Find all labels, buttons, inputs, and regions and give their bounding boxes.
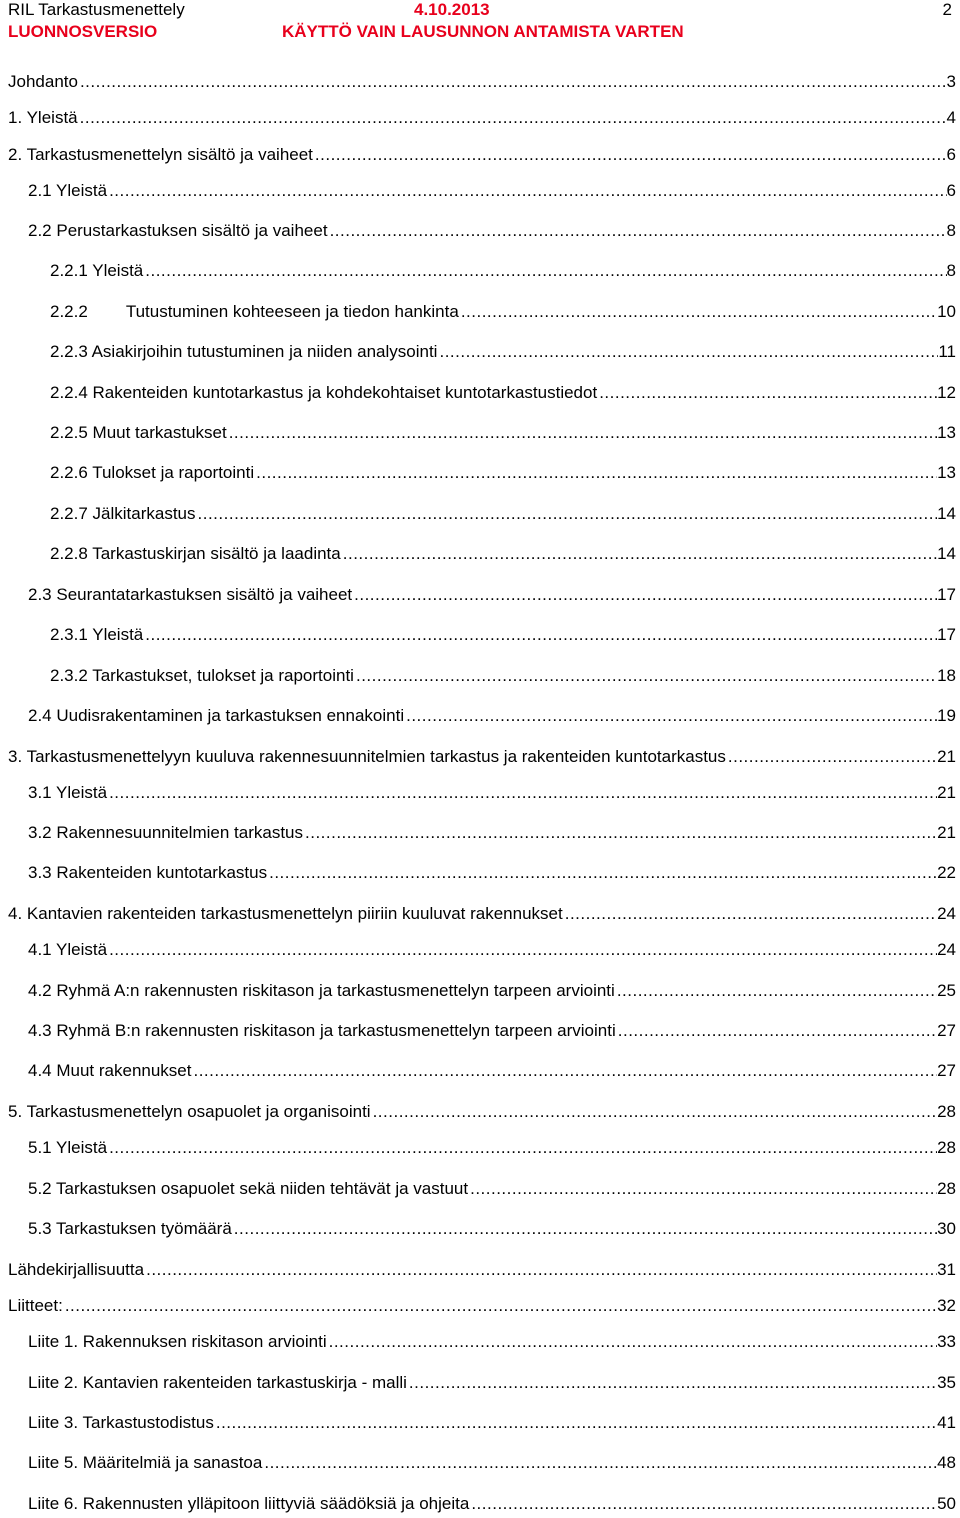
toc-entry-label: 3.3 Rakenteiden kuntotarkastus xyxy=(28,863,268,882)
toc-entry-label: 3.2 Rakennesuunnitelmien tarkastus xyxy=(28,823,303,842)
toc-entry[interactable] xyxy=(0,70,960,94)
toc-entry[interactable] xyxy=(0,1059,960,1083)
toc-entry-label: Liitteet: xyxy=(8,1296,63,1315)
toc-entry-label: 2.3.2 Tarkastukset, tulokset ja raportointi xyxy=(50,666,354,685)
toc-leader xyxy=(232,1217,937,1241)
toc-leader xyxy=(328,219,947,243)
toc-entry-page: 21 xyxy=(937,783,956,802)
document-date: 4.10.2013 xyxy=(414,0,490,19)
toc-entry-label: Liite 3. Tarkastustodistus xyxy=(28,1413,214,1432)
toc-entry-label: 5.2 Tarkastuksen osapuolet sekä niiden tehtävät ja vastuut xyxy=(28,1179,469,1198)
toc-leader xyxy=(107,938,937,962)
toc-leader xyxy=(63,1294,937,1318)
toc-leader xyxy=(254,461,937,485)
toc-entry[interactable] xyxy=(0,1371,960,1395)
toc-leader xyxy=(616,1019,937,1043)
toc-entry-label: 2.2.1 Yleistä xyxy=(50,261,144,280)
toc-entry-label: 2.2.6 Tulokset ja raportointi xyxy=(50,463,255,482)
toc-leader xyxy=(143,623,937,647)
toc-leader xyxy=(191,1059,937,1083)
toc-leader xyxy=(407,1371,937,1395)
toc-leader xyxy=(313,143,947,167)
toc-entry-label: 2.3 Seurantatarkastuksen sisältö ja vaiheet xyxy=(28,585,353,604)
toc-leader xyxy=(597,381,937,405)
toc-entry-label: 4. Kantavien rakenteiden tarkastusmenettelyn piiriin kuuluvat rakennukset xyxy=(8,904,563,923)
toc-entry[interactable] xyxy=(0,1019,960,1043)
toc-entry-label: 1. Yleistä xyxy=(8,108,78,127)
toc-entry[interactable] xyxy=(0,938,960,962)
toc-entry-page: 3 xyxy=(946,72,956,91)
toc-leader xyxy=(437,340,938,364)
toc-entry[interactable] xyxy=(0,1492,960,1516)
toc-entry-label: 2.1 Yleistä xyxy=(28,181,108,200)
toc-leader xyxy=(726,745,937,769)
toc-leader xyxy=(107,179,946,203)
toc-entry[interactable] xyxy=(0,1330,960,1354)
toc-entry-label: Liite 2. Kantavien rakenteiden tarkastuskirja - malli xyxy=(28,1373,407,1392)
toc-leader xyxy=(459,300,937,324)
toc-entry-page: 12 xyxy=(937,383,956,402)
toc-entry-page: 18 xyxy=(937,666,956,685)
toc-entry[interactable] xyxy=(0,623,960,647)
toc-entry-label: 2.2.7 Jälkitarkastus xyxy=(50,504,196,523)
toc-entry-page: 35 xyxy=(937,1373,956,1392)
toc-entry-label: 2.2.5 Muut tarkastukset xyxy=(50,423,227,442)
toc-entry-label: 2.2.4 Rakenteiden kuntotarkastus ja kohdekohtaiset kuntotarkastustiedot xyxy=(50,383,598,402)
toc-entry-label: 2.3.1 Yleistä xyxy=(50,625,144,644)
toc-entry-label: 2.2 Perustarkastuksen sisältö ja vaiheet xyxy=(28,221,328,240)
toc-entry[interactable] xyxy=(0,179,960,203)
toc-entry-page: 8 xyxy=(946,221,956,240)
toc-entry-label: 2.4 Uudisrakentaminen ja tarkastuksen ennakointi xyxy=(28,706,405,725)
toc-entry[interactable] xyxy=(0,461,960,485)
toc-entry[interactable] xyxy=(0,421,960,445)
toc-entry-label: 4.1 Yleistä xyxy=(28,940,108,959)
toc-entry-page: 11 xyxy=(938,342,956,361)
toc-entry-label: Lähdekirjallisuutta xyxy=(8,1260,145,1279)
toc-entry-label: 5.1 Yleistä xyxy=(28,1138,108,1157)
toc-entry[interactable] xyxy=(0,902,960,926)
toc-leader xyxy=(563,902,937,926)
toc-entry-page: 14 xyxy=(937,544,956,563)
usage-note: KÄYTTÖ VAIN LAUSUNNON ANTAMISTA VARTEN xyxy=(282,22,684,41)
toc-entry-title: Tutustuminen kohteeseen ja tiedon hankinta xyxy=(125,302,459,321)
document-title: RIL Tarkastusmenettely xyxy=(8,0,185,19)
toc-entry-page: 13 xyxy=(937,463,956,482)
toc-leader xyxy=(78,106,947,130)
toc-entry[interactable] xyxy=(0,1411,960,1435)
toc-entry[interactable] xyxy=(0,979,960,1003)
toc-entry-page: 8 xyxy=(946,261,956,280)
toc-entry-page: 28 xyxy=(937,1179,956,1198)
toc-entry-label: 4.3 Ryhmä B:n rakennusten riskitason ja tarkastusmenettelyn tarpeen arviointi xyxy=(28,1021,616,1040)
draft-label: LUONNOSVERSIO xyxy=(8,22,158,41)
toc-entry[interactable] xyxy=(0,821,960,845)
toc-leader xyxy=(214,1411,937,1435)
toc-entry-page: 41 xyxy=(937,1413,956,1432)
toc-leader xyxy=(144,1258,937,1282)
toc-entry-page: 33 xyxy=(937,1332,956,1351)
toc-leader xyxy=(341,542,937,566)
toc-entry[interactable] xyxy=(0,664,960,688)
toc-leader xyxy=(468,1177,937,1201)
toc-entry-page: 24 xyxy=(937,940,956,959)
toc-entry-label: 2. Tarkastusmenettelyn sisältö ja vaiheet xyxy=(8,145,313,164)
toc-entry-label: Liite 6. Rakennusten ylläpitoon liittyviä säädöksiä ja ohjeita xyxy=(28,1494,470,1513)
toc-leader xyxy=(143,259,946,283)
toc-leader xyxy=(469,1492,937,1516)
toc-entry[interactable] xyxy=(0,106,960,130)
toc-entry[interactable] xyxy=(0,502,960,526)
toc-entry-page: 22 xyxy=(937,863,956,882)
toc-leader xyxy=(371,1100,938,1124)
toc-entry-label: Johdanto xyxy=(8,72,78,91)
toc-entry[interactable] xyxy=(0,1177,960,1201)
toc-entry-page: 30 xyxy=(937,1219,956,1238)
toc-entry-page: 24 xyxy=(937,904,956,923)
toc-entry-page: 28 xyxy=(937,1102,956,1121)
toc-entry-page: 14 xyxy=(937,504,956,523)
toc-entry-page: 50 xyxy=(937,1494,956,1513)
toc-entry[interactable] xyxy=(0,143,960,167)
toc-entry-label: 3. Tarkastusmenettelyyn kuuluva rakennesuunnitelmien tarkastus ja rakenteiden kuntotarkastus xyxy=(8,747,726,766)
toc-entry-label: 5. Tarkastusmenettelyn osapuolet ja organisointi xyxy=(8,1102,371,1121)
toc-entry-label: Liite 5. Määritelmiä ja sanastoa xyxy=(28,1453,263,1472)
toc-entry-page: 10 xyxy=(937,302,956,321)
toc-entry[interactable] xyxy=(0,340,960,364)
toc-entry[interactable] xyxy=(0,583,960,607)
toc-entry[interactable] xyxy=(0,861,960,885)
toc-entry-page: 21 xyxy=(937,747,956,766)
toc-leader xyxy=(78,70,947,94)
toc-leader xyxy=(327,1330,937,1354)
toc-entry-page: 31 xyxy=(937,1260,956,1279)
toc-entry[interactable] xyxy=(0,381,960,405)
toc-leader xyxy=(352,583,937,607)
toc-leader xyxy=(615,979,937,1003)
toc-entry[interactable] xyxy=(0,1100,960,1124)
toc-leader xyxy=(227,421,937,445)
toc-entry[interactable] xyxy=(0,1451,960,1475)
toc-entry-page: 6 xyxy=(946,181,956,200)
toc-entry[interactable] xyxy=(0,1294,960,1318)
toc-entry-page: 17 xyxy=(937,625,956,644)
toc-leader xyxy=(107,1136,937,1160)
toc-entry[interactable] xyxy=(0,300,960,324)
toc-entry[interactable] xyxy=(0,1258,960,1282)
toc-entry-page: 28 xyxy=(937,1138,956,1157)
toc-entry[interactable] xyxy=(0,704,960,728)
toc-entry[interactable] xyxy=(0,259,960,283)
page-number: 2 xyxy=(942,0,952,19)
toc-leader xyxy=(404,704,937,728)
toc-entry[interactable] xyxy=(0,219,960,243)
toc-entry-page: 6 xyxy=(946,145,956,164)
toc-entry-page: 48 xyxy=(937,1453,956,1472)
toc-entry[interactable] xyxy=(0,1217,960,1241)
toc-entry-page: 27 xyxy=(937,1021,956,1040)
toc-entry-page: 32 xyxy=(937,1296,956,1315)
toc-entry-page: 21 xyxy=(937,823,956,842)
toc-leader xyxy=(303,821,937,845)
toc-leader xyxy=(196,502,938,526)
toc-leader xyxy=(262,1451,937,1475)
toc-leader xyxy=(354,664,937,688)
toc-entry-page: 27 xyxy=(937,1061,956,1080)
toc-entry[interactable] xyxy=(0,781,960,805)
toc-entry-label: 2.2.8 Tarkastuskirjan sisältö ja laadinta xyxy=(50,544,341,563)
toc-entry-label: 5.3 Tarkastuksen työmäärä xyxy=(28,1219,232,1238)
toc-leader xyxy=(107,781,937,805)
toc-entry-page: 13 xyxy=(937,423,956,442)
toc-entry-number: 2.2.2 xyxy=(50,302,88,321)
toc-entry-label: 2.2.3 Asiakirjoihin tutustuminen ja niiden analysointi xyxy=(50,342,438,361)
toc-entry-page: 25 xyxy=(937,981,956,1000)
toc-entry-label: Liite 1. Rakennuksen riskitason arviointi xyxy=(28,1332,327,1351)
toc-entry-label: 3.1 Yleistä xyxy=(28,783,108,802)
toc-entry-page: 17 xyxy=(937,585,956,604)
toc-leader xyxy=(267,861,937,885)
toc-entry-label: 4.4 Muut rakennukset xyxy=(28,1061,192,1080)
toc-entry-label: 4.2 Ryhmä A:n rakennusten riskitason ja tarkastusmenettelyn tarpeen arviointi xyxy=(28,981,615,1000)
toc-entry-page: 19 xyxy=(937,706,956,725)
toc-entry[interactable] xyxy=(0,542,960,566)
toc-entry-page: 4 xyxy=(946,108,956,127)
toc-entry[interactable] xyxy=(0,745,960,769)
toc-entry-label xyxy=(50,300,459,324)
toc-entry[interactable] xyxy=(0,1136,960,1160)
